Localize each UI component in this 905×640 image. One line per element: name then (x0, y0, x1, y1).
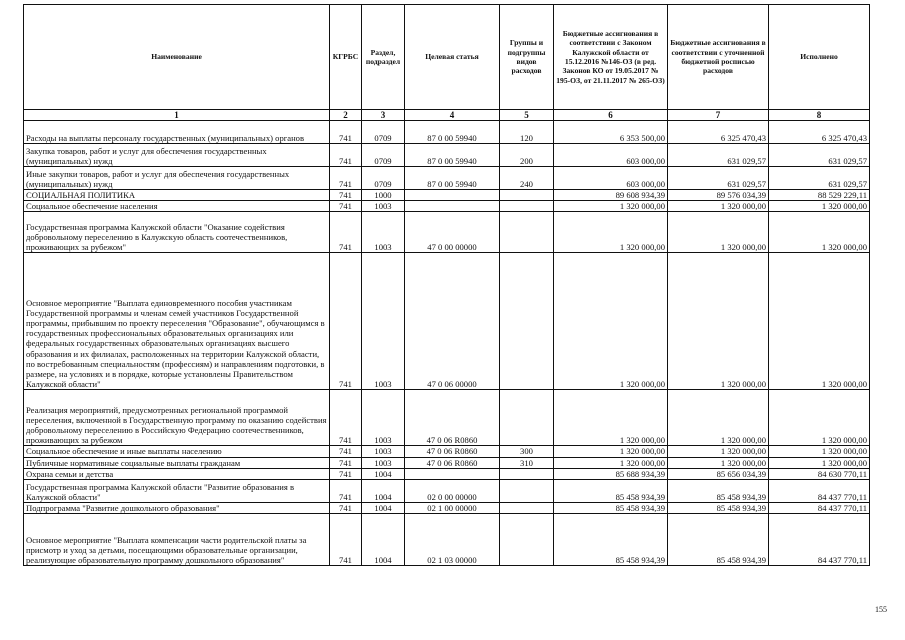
cell-name: Публичные нормативные социальные выплаты гражданам (24, 457, 330, 468)
cell-section: 0709 (362, 144, 405, 167)
table-row (24, 446, 870, 457)
cell-name: Государственная программа Калужской области "Развитие образования в Калужской области" (24, 480, 330, 503)
header-refined-allocation: Бюджетные ассигнования в соответствии с уточненной бюджетной росписью расходов (668, 5, 769, 110)
table-row (24, 253, 870, 390)
cell-name: Расходы на выплаты персоналу государственных (муниципальных) органов (24, 121, 330, 144)
cell-kgrbs: 741 (330, 503, 362, 514)
cell-target-article: 87 0 00 59940 (405, 121, 500, 144)
table-row (24, 144, 870, 167)
cell-expense-type (500, 190, 554, 201)
budget-table (23, 4, 870, 566)
cell-expense-type (500, 503, 554, 514)
cell-law-allocation: 1 320 000,00 (554, 390, 668, 446)
header-expense-type: Группы и подгруппы видов расходов (500, 5, 554, 110)
cell-target-article: 87 0 00 59940 (405, 144, 500, 167)
cell-target-article: 87 0 00 59940 (405, 167, 500, 190)
table-row (24, 201, 870, 212)
column-number: 7 (668, 110, 769, 121)
budget-sheet (23, 4, 870, 566)
cell-name: Основное мероприятие "Выплата единовременного пособия участникам Государственной программы и членам семей участников Государственной программы, прибывшим по проекту переселения "Образование", обучающимся в государственных профессиональных образовательных организациях или федеральных государственных образовательных организациях высшего образования и их филиалах, расположенных на территории Калужской области, по востребованным специальностям (профессиям) и направлениям подготовки, в размере, на условиях и в порядке, которые установлены Правительством Калужской области" (24, 253, 330, 390)
cell-section: 1003 (362, 253, 405, 390)
cell-target-article: 02 1 03 00000 (405, 514, 500, 566)
cell-target-article: 47 0 06 R0860 (405, 390, 500, 446)
cell-kgrbs: 741 (330, 390, 362, 446)
cell-target-article: 02 0 00 00000 (405, 480, 500, 503)
cell-expense-type: 310 (500, 457, 554, 468)
column-number: 3 (362, 110, 405, 121)
cell-law-allocation: 1 320 000,00 (554, 457, 668, 468)
page-number: 155 (875, 605, 887, 614)
header-target-article: Целевая статья (405, 5, 500, 110)
cell-law-allocation: 6 353 500,00 (554, 121, 668, 144)
column-number: 6 (554, 110, 668, 121)
budget-table-body (24, 121, 870, 566)
cell-kgrbs: 741 (330, 212, 362, 253)
cell-kgrbs: 741 (330, 167, 362, 190)
table-row (24, 390, 870, 446)
cell-executed: 1 320 000,00 (769, 201, 870, 212)
cell-section: 1000 (362, 190, 405, 201)
cell-target-article: 02 1 00 00000 (405, 503, 500, 514)
cell-law-allocation: 1 320 000,00 (554, 212, 668, 253)
cell-section: 1004 (362, 503, 405, 514)
cell-section: 1003 (362, 390, 405, 446)
cell-expense-type: 300 (500, 446, 554, 457)
table-row (24, 167, 870, 190)
header-row (24, 5, 870, 110)
cell-executed: 1 320 000,00 (769, 457, 870, 468)
cell-target-article: 47 0 00 00000 (405, 212, 500, 253)
cell-expense-type (500, 514, 554, 566)
cell-law-allocation: 85 458 934,39 (554, 503, 668, 514)
table-row (24, 190, 870, 201)
cell-executed: 1 320 000,00 (769, 390, 870, 446)
cell-law-allocation: 85 458 934,39 (554, 514, 668, 566)
cell-executed: 1 320 000,00 (769, 446, 870, 457)
cell-refined-allocation: 1 320 000,00 (668, 457, 769, 468)
cell-expense-type: 200 (500, 144, 554, 167)
cell-law-allocation: 89 608 934,39 (554, 190, 668, 201)
cell-name: Реализация мероприятий, предусмотренных региональной программой переселения, включенной в Государственную программу по оказанию содействия добровольному переселению в Российскую Федерацию соотечественников, проживающих за рубежом (24, 390, 330, 446)
cell-expense-type (500, 253, 554, 390)
cell-executed: 84 437 770,11 (769, 480, 870, 503)
table-row (24, 514, 870, 566)
cell-expense-type: 240 (500, 167, 554, 190)
cell-executed: 631 029,57 (769, 167, 870, 190)
header-kgrbs: КГРБС (330, 5, 362, 110)
cell-section: 1003 (362, 201, 405, 212)
cell-kgrbs: 741 (330, 468, 362, 479)
header-law-allocation: Бюджетные ассигнования в соответствии с Законом Калужской области от 15.12.2016 №146-ОЗ (в ред. Законов КО от 19.05.2017 № 195-ОЗ, от 21.11.2017 № 265-ОЗ) (554, 5, 668, 110)
cell-executed: 84 437 770,11 (769, 514, 870, 566)
cell-expense-type (500, 480, 554, 503)
cell-name: СОЦИАЛЬНАЯ ПОЛИТИКА (24, 190, 330, 201)
column-number: 4 (405, 110, 500, 121)
cell-executed: 6 325 470,43 (769, 121, 870, 144)
cell-refined-allocation: 85 656 034,39 (668, 468, 769, 479)
cell-kgrbs: 741 (330, 201, 362, 212)
column-number: 8 (769, 110, 870, 121)
cell-executed: 84 630 770,11 (769, 468, 870, 479)
table-row (24, 457, 870, 468)
cell-section: 0709 (362, 167, 405, 190)
cell-refined-allocation: 1 320 000,00 (668, 212, 769, 253)
cell-target-article (405, 201, 500, 212)
cell-refined-allocation: 6 325 470,43 (668, 121, 769, 144)
cell-section: 1004 (362, 514, 405, 566)
cell-refined-allocation: 1 320 000,00 (668, 446, 769, 457)
cell-law-allocation: 85 688 934,39 (554, 468, 668, 479)
cell-refined-allocation: 85 458 934,39 (668, 503, 769, 514)
cell-kgrbs: 741 (330, 144, 362, 167)
cell-law-allocation: 1 320 000,00 (554, 201, 668, 212)
cell-refined-allocation: 89 576 034,39 (668, 190, 769, 201)
cell-expense-type: 120 (500, 121, 554, 144)
cell-refined-allocation: 631 029,57 (668, 167, 769, 190)
cell-executed: 88 529 229,11 (769, 190, 870, 201)
cell-expense-type (500, 468, 554, 479)
cell-kgrbs: 741 (330, 253, 362, 390)
cell-section: 1004 (362, 468, 405, 479)
cell-section: 1003 (362, 212, 405, 253)
column-number: 1 (24, 110, 330, 121)
table-row (24, 212, 870, 253)
table-row (24, 468, 870, 479)
column-number: 5 (500, 110, 554, 121)
cell-expense-type (500, 212, 554, 253)
cell-refined-allocation: 1 320 000,00 (668, 201, 769, 212)
cell-target-article: 47 0 06 00000 (405, 253, 500, 390)
table-row (24, 121, 870, 144)
cell-kgrbs: 741 (330, 121, 362, 144)
header-name: Наименование (24, 5, 330, 110)
cell-name: Подпрограмма "Развитие дошкольного образования" (24, 503, 330, 514)
cell-refined-allocation: 1 320 000,00 (668, 390, 769, 446)
cell-kgrbs: 741 (330, 190, 362, 201)
cell-executed: 84 437 770,11 (769, 503, 870, 514)
header-section: Раздел, подраздел (362, 5, 405, 110)
cell-target-article (405, 468, 500, 479)
cell-executed: 631 029,57 (769, 144, 870, 167)
cell-law-allocation: 1 320 000,00 (554, 446, 668, 457)
cell-target-article: 47 0 06 R0860 (405, 457, 500, 468)
cell-name: Иные закупки товаров, работ и услуг для обеспечения государственных (муниципальных) нужд (24, 167, 330, 190)
column-number: 2 (330, 110, 362, 121)
cell-kgrbs: 741 (330, 480, 362, 503)
cell-law-allocation: 1 320 000,00 (554, 253, 668, 390)
cell-law-allocation: 85 458 934,39 (554, 480, 668, 503)
column-number-row (24, 110, 870, 121)
cell-kgrbs: 741 (330, 457, 362, 468)
cell-refined-allocation: 85 458 934,39 (668, 514, 769, 566)
cell-refined-allocation: 1 320 000,00 (668, 253, 769, 390)
cell-expense-type (500, 201, 554, 212)
cell-name: Закупка товаров, работ и услуг для обеспечения государственных (муниципальных) нужд (24, 144, 330, 167)
table-row (24, 503, 870, 514)
table-row (24, 480, 870, 503)
cell-name: Охрана семьи и детства (24, 468, 330, 479)
cell-name: Основное мероприятие "Выплата компенсации части родительской платы за присмотр и уход за детьми, посещающими образовательные организации, реализующие образовательную программу дошкольного образования" (24, 514, 330, 566)
cell-section: 1003 (362, 457, 405, 468)
cell-target-article (405, 190, 500, 201)
cell-target-article: 47 0 06 R0860 (405, 446, 500, 457)
cell-section: 0709 (362, 121, 405, 144)
cell-law-allocation: 603 000,00 (554, 167, 668, 190)
cell-section: 1003 (362, 446, 405, 457)
cell-executed: 1 320 000,00 (769, 212, 870, 253)
cell-expense-type (500, 390, 554, 446)
cell-kgrbs: 741 (330, 514, 362, 566)
cell-law-allocation: 603 000,00 (554, 144, 668, 167)
cell-name: Социальное обеспечение населения (24, 201, 330, 212)
cell-name: Государственная программа Калужской области "Оказание содействия добровольному переселению в Калужскую область соотечественников, проживающих за рубежом" (24, 212, 330, 253)
cell-kgrbs: 741 (330, 446, 362, 457)
cell-refined-allocation: 631 029,57 (668, 144, 769, 167)
cell-name: Социальное обеспечение и иные выплаты населению (24, 446, 330, 457)
cell-refined-allocation: 85 458 934,39 (668, 480, 769, 503)
header-executed: Исполнено (769, 5, 870, 110)
cell-executed: 1 320 000,00 (769, 253, 870, 390)
cell-section: 1004 (362, 480, 405, 503)
